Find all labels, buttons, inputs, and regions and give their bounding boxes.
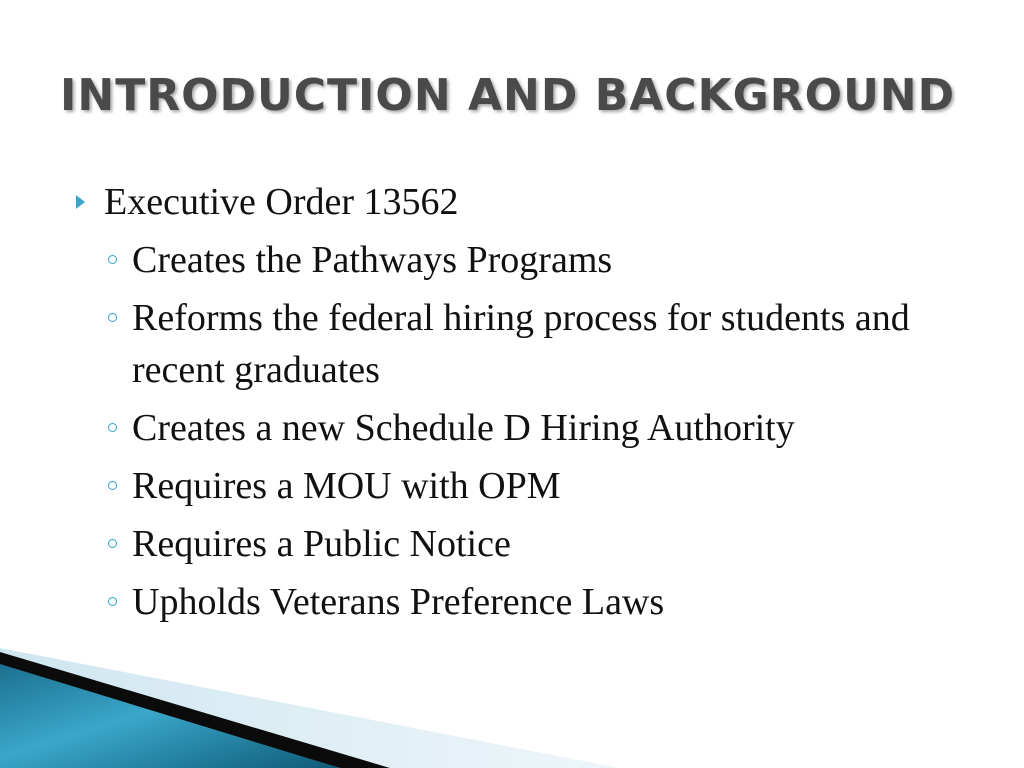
bullet-text: Executive Order 13562 xyxy=(104,181,459,223)
slide-title: INTRODUCTION AND BACKGROUND xyxy=(60,70,956,121)
sub-bullet-text: Creates the Pathways Programs xyxy=(132,239,613,281)
sub-bullet-text: Creates a new Schedule D Hiring Authority xyxy=(132,407,795,449)
sub-bullet-text: Requires a Public Notice xyxy=(132,523,511,565)
sub-bullet-text: Requires a MOU with OPM xyxy=(132,465,561,507)
sub-bullet-text: Reforms the federal hiring process for students and recent graduates xyxy=(132,297,910,391)
sub-bullet-text: Upholds Veterans Preference Laws xyxy=(132,581,665,623)
